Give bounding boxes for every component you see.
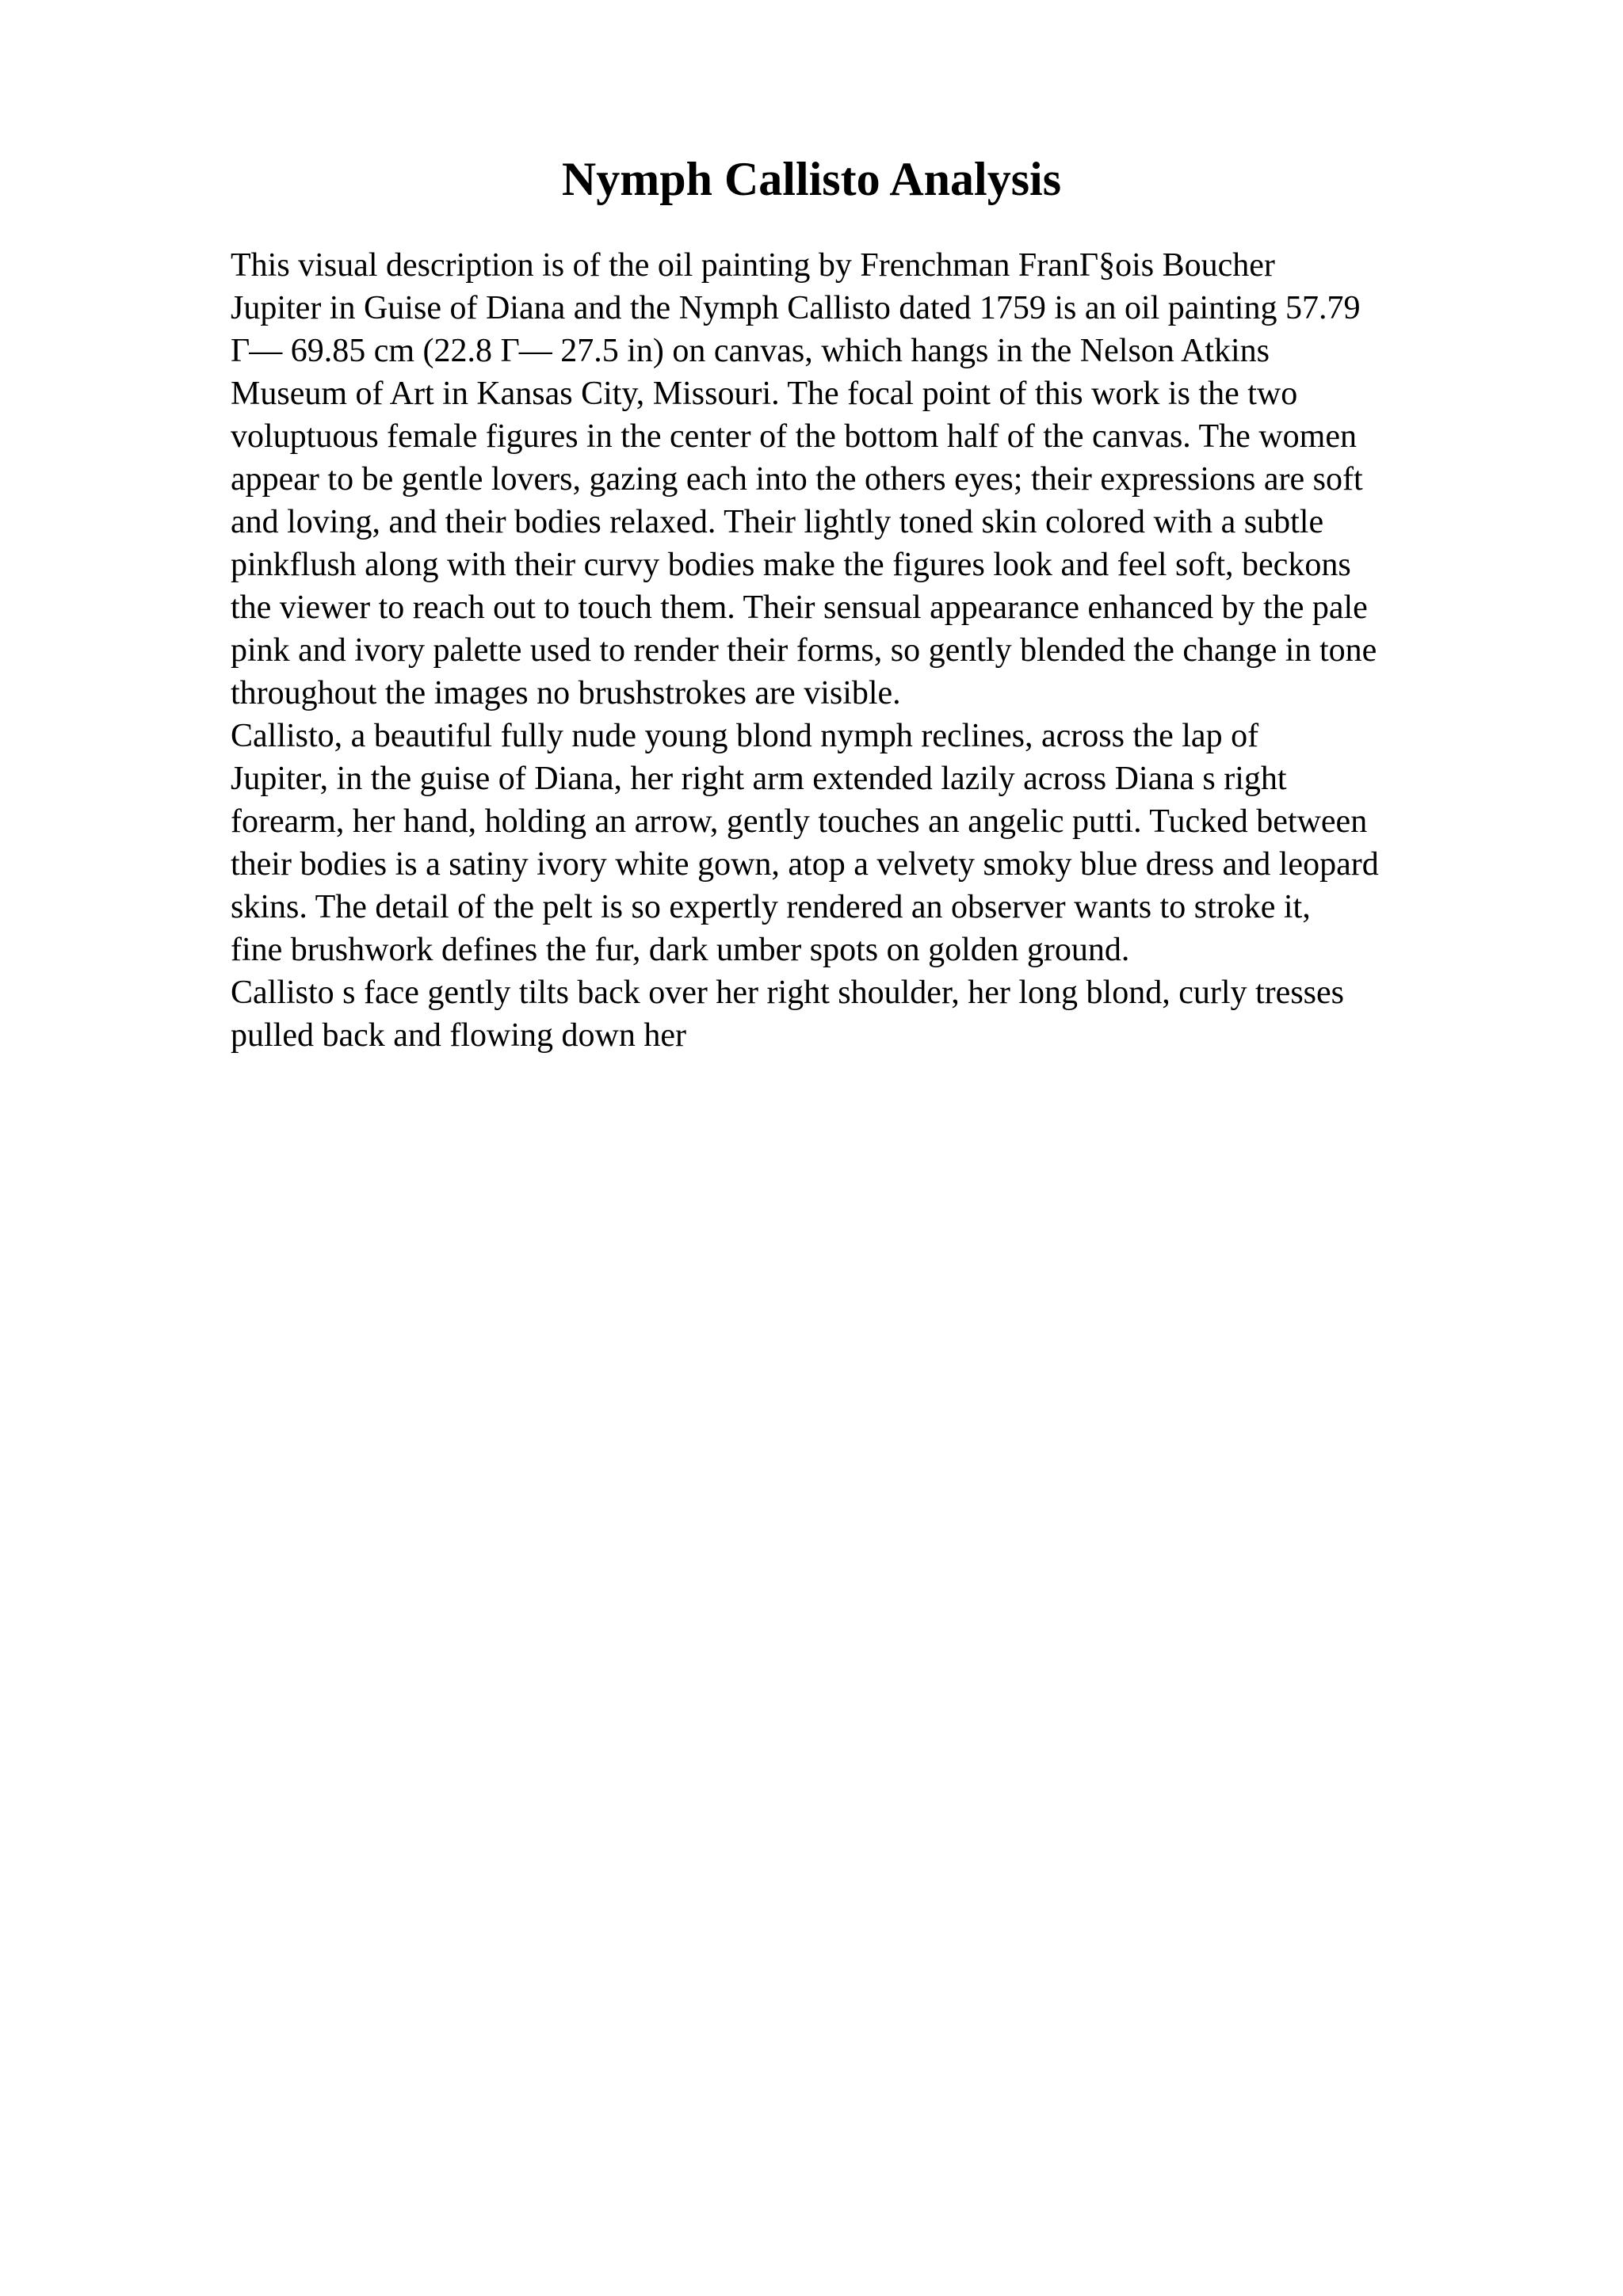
body-line: and loving, and their bodies relaxed. Their lightly toned skin colored with a subtle [231,504,1324,540]
body-line: forearm, her hand, holding an arrow, gently touches an angelic putti. Tucked between [231,803,1368,840]
body-line: Callisto s face gently tilts back over her right shoulder, her long blond, curly tresses [231,974,1344,1011]
body-line: fine brushwork defines the fur, dark umber spots on golden ground. [231,932,1130,968]
body-line: their bodies is a satiny ivory white gown, atop a velvety smoky blue dress and leopard [231,846,1379,883]
body-line: pink and ivory palette used to render their forms, so gently blended the change in tone [231,632,1377,669]
body-line: voluptuous female figures in the center of the bottom half of the canvas. The women [231,418,1357,455]
body-line: the viewer to reach out to touch them. Their sensual appearance enhanced by the pale [231,589,1368,626]
body-line: pulled back and flowing down her [231,1017,687,1054]
body-line: pinkflush along with their curvy bodies make the figures look and feel soft, beckons [231,547,1351,583]
body-line: skins. The detail of the pelt is so expertly rendered an observer wants to stroke it, [231,889,1311,925]
body-line: Jupiter in Guise of Diana and the Nymph Callisto dated 1759 is an oil painting 57.79 [231,290,1361,326]
document-title: Nymph Callisto Analysis [561,153,1062,205]
body-line: This visual description is of the oil painting by Frenchman FranГ§ois Boucher [231,247,1275,284]
body-line: appear to be gentle lovers, gazing each into the others eyes; their expressions are soft [231,461,1363,498]
body-line: Museum of Art in Kansas City, Missouri. The focal point of this work is the two [231,376,1298,412]
body-line: Г— 69.85 cm (22.8 Г— 27.5 in) on canvas, which hangs in the Nelson Atkins [231,333,1270,369]
body-line: throughout the images no brushstrokes are visible. [231,675,901,711]
document-body [231,244,1538,1057]
body-line: Jupiter, in the guise of Diana, her right arm extended lazily across Diana s right [231,761,1287,797]
body-line: Callisto, a beautiful fully nude young blond nymph reclines, across the lap of [231,718,1259,754]
